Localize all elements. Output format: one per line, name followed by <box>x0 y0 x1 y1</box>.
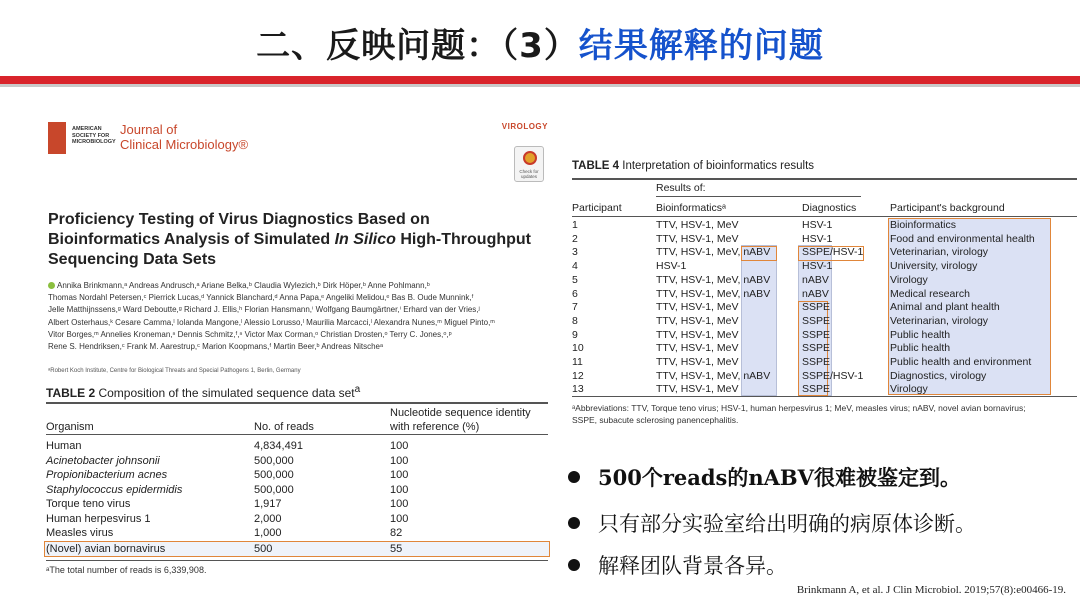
journal-logo <box>48 122 248 162</box>
cell-bioinformatics: TTV, HSV-1, MeV <box>656 219 739 231</box>
bullet-dot-icon <box>568 471 580 483</box>
cell-organism: Staphylococcus epidermidis <box>46 483 183 496</box>
paper-title-line2 <box>48 230 558 250</box>
table-row <box>572 315 1077 329</box>
table2-caption-text: Composition of the simulated sequence data set <box>95 386 355 400</box>
author-line <box>48 280 558 292</box>
slide-title <box>0 18 1080 67</box>
key-point <box>566 462 1076 496</box>
table2-top-rule <box>46 402 548 404</box>
table2-caption-label: TABLE 2 <box>46 386 96 400</box>
cell-diagnostics: SSPE/HSV-1 <box>802 246 864 259</box>
cell-identity: 100 <box>390 512 409 525</box>
author-list <box>48 280 558 353</box>
key-point-text: 解释团队背景各异。 <box>598 554 787 578</box>
key-point-text: 500个reads的nABV很难被鉴定到。 <box>598 465 961 490</box>
cell-background: Medical research <box>890 287 970 300</box>
table4-caption-text: Interpretation of bioinformatics results <box>619 160 815 172</box>
bullet-dot-icon <box>568 517 580 529</box>
cell-participant: 8 <box>572 314 578 327</box>
cell-bioinformatics: TTV, HSV-1, MeV <box>656 328 739 341</box>
paper-title <box>48 210 558 270</box>
cell-bioinformatics: TTV, HSV-1, MeV <box>656 356 739 368</box>
cell-participant: 1 <box>572 219 578 231</box>
table2-caption-sup: a <box>354 384 361 395</box>
cell-bioinformatics: TTV, HSV-1, MeV <box>656 314 739 327</box>
cell-diagnostics: HSV-1 <box>802 219 833 231</box>
key-point <box>566 508 1076 542</box>
cell-reads: 500,000 <box>254 483 294 496</box>
table-row <box>46 455 548 470</box>
cell-bioinformatics: TTV, HSV-1, MeV <box>656 232 739 245</box>
author-line: Albert Osterhaus,ᵏ Cesare Camma,ˡ Iolanda Mangone,ˡ Alessio Lorusso,ˡ Maurilia Marcacci,ˡ Alexandra Nunes,ᵐ Miguel Pinto,ᵐ <box>48 317 495 327</box>
table-row <box>572 370 1077 384</box>
cell-diagnostics: HSV-1 <box>802 232 833 245</box>
cell-background: Bioinformatics <box>890 219 956 231</box>
cell-reads: 1,000 <box>254 527 282 539</box>
orcid-icon <box>48 282 55 289</box>
table-row <box>572 356 1077 370</box>
table4-header-rule <box>572 216 1077 217</box>
cell-bioinformatics: TTV, HSV-1, MeV <box>656 301 739 314</box>
journal-name-line2: Clinical Microbiology® <box>120 137 249 152</box>
table4 <box>572 150 1078 440</box>
paper-title-line2a: Bioinformatics Analysis of Simulated <box>48 231 335 248</box>
table4-header-results-of: Results of: <box>656 182 706 194</box>
table-row <box>572 329 1077 343</box>
table2-header-rule <box>46 434 548 435</box>
cell-diagnostics: SSPE <box>802 342 831 355</box>
table4-top-rule <box>572 178 1077 180</box>
check-updates-text: Check for updates <box>519 169 539 179</box>
cell-reads: 1,917 <box>254 498 282 510</box>
cell-diagnostics: SSPE <box>802 383 831 396</box>
cell-bioinformatics: TTV, HSV-1, MeV, nABV <box>656 287 771 300</box>
cell-bioinformatics: TTV, HSV-1, MeV <box>656 342 739 355</box>
table-row <box>46 543 548 558</box>
publisher-name: AMERICAN SOCIETY FOR MICROBIOLOGY <box>72 126 116 145</box>
journal-name <box>120 122 248 152</box>
cell-background: Veterinarian, virology <box>890 246 989 259</box>
table2-header-identity-2: with reference (%) <box>390 421 480 433</box>
cell-participant: 4 <box>572 260 578 273</box>
cell-diagnostics: SSPE/HSV-1 <box>802 369 864 382</box>
author-line: Thomas Nordahl Petersen,ᶜ Pierrick Lucas,ᵈ Yannick Blanchard,ᵈ Anna Papa,ᵉ Angeliki Melidou,ᵉ Bas B. Oude Munnink,ᶠ <box>48 293 474 303</box>
paper-title-line1: Proficiency Testing of Virus Diagnostics Based on <box>48 211 430 228</box>
table2-header-organism: Organism <box>46 421 94 433</box>
table4-caption-label: TABLE 4 <box>572 160 620 172</box>
table-row <box>572 246 1077 260</box>
cell-organism: Acinetobacter johnsonii <box>46 454 160 467</box>
table-row <box>572 288 1077 302</box>
cell-organism: Human <box>46 440 82 452</box>
cell-organism: Propionibacterium acnes <box>46 469 168 481</box>
cell-diagnostics: SSPE <box>802 314 831 327</box>
author-line: Jelle Matthijnssens,ᵍ Ward Deboutte,ᵍ Richard J. Ellis,ʰ Florian Hansmann,ⁱ Wolfgang Baumgärtner,ⁱ Erhard van der Vries,ʲ <box>48 305 480 315</box>
cell-background: Animal and plant health <box>890 301 1000 314</box>
table2-bottom-rule <box>46 560 548 561</box>
table4-header-participant: Participant <box>572 202 622 214</box>
citation: Brinkmann A, et al. J Clin Microbiol. 2019;57(8):e00466-19. <box>796 584 1066 596</box>
slide-title-highlight: 结果解释的问题 <box>578 26 824 66</box>
table4-header-diagnostics: Diagnostics <box>802 202 857 214</box>
table-row <box>46 498 548 513</box>
table2-header-reads: No. of reads <box>254 421 314 433</box>
table-row <box>572 342 1077 356</box>
cell-background: Public health and environment <box>890 356 1032 368</box>
check-updates-icon <box>523 151 537 165</box>
cell-organism: Torque teno virus <box>46 498 131 510</box>
cell-organism: Measles virus <box>46 527 114 539</box>
table-row <box>572 301 1077 315</box>
cell-participant: 6 <box>572 287 578 300</box>
cell-diagnostics: SSPE <box>802 356 831 368</box>
cell-background: University, virology <box>890 260 978 273</box>
cell-bioinformatics: TTV, HSV-1, MeV, nABV <box>656 273 771 286</box>
table2-footnote: ᵃThe total number of reads is 6,339,908. <box>46 565 207 575</box>
table-row <box>572 219 1077 233</box>
table-row <box>572 274 1077 288</box>
cell-reads: 4,834,491 <box>254 440 303 452</box>
journal-name-line1: Journal of <box>120 122 178 137</box>
paper-title-line3: Sequencing Data Sets <box>48 251 217 268</box>
paper-title-line2b: In Silico <box>334 231 396 248</box>
cell-diagnostics: SSPE <box>802 301 831 314</box>
cell-bioinformatics: TTV, HSV-1, MeV <box>656 383 739 396</box>
title-red-divider <box>0 76 1080 84</box>
cell-reads: 500 <box>254 542 273 555</box>
cell-background: Public health <box>890 342 951 355</box>
cell-organism: (Novel) avian bornavirus <box>46 542 166 555</box>
cell-identity: 55 <box>390 542 403 555</box>
cell-background: Food and environmental health <box>890 232 1035 245</box>
affiliation: ᵃRobert Koch Institute, Centre for Biological Threats and Special Pathogens 1, Berlin, Germany <box>48 368 301 374</box>
table4-header-background: Participant's background <box>890 202 1005 214</box>
cell-reads: 500,000 <box>254 469 294 481</box>
table-row <box>572 260 1077 274</box>
cell-bioinformatics: TTV, HSV-1, MeV, nABV <box>656 246 771 259</box>
cell-diagnostics: HSV-1 <box>802 260 833 273</box>
table-row <box>46 513 548 528</box>
key-point <box>566 550 1076 584</box>
cell-identity: 100 <box>390 498 409 510</box>
section-label: VIROLOGY <box>501 122 548 131</box>
asm-logo-icon <box>48 122 66 154</box>
table-row <box>572 233 1077 247</box>
slide-title-prefix: 二、反映问题：（3） <box>256 26 579 66</box>
cell-background: Public health <box>890 328 951 341</box>
cell-reads: 2,000 <box>254 512 282 525</box>
table4-caption <box>572 160 814 172</box>
cell-identity: 100 <box>390 483 409 496</box>
paper-title-line2c: High-Throughput <box>395 231 531 248</box>
cell-participant: 13 <box>572 383 584 396</box>
bullet-dot-icon <box>568 559 580 571</box>
table4-bottom-rule <box>572 396 1077 397</box>
cell-identity: 100 <box>390 469 409 481</box>
paper-excerpt <box>34 112 554 582</box>
cell-bioinformatics: HSV-1 <box>656 260 687 273</box>
cell-organism: Human herpesvirus 1 <box>46 512 151 525</box>
cell-identity: 100 <box>390 454 409 467</box>
cell-bioinformatics: TTV, HSV-1, MeV, nABV <box>656 369 771 382</box>
cell-participant: 11 <box>572 356 583 368</box>
cell-participant: 3 <box>572 246 578 259</box>
table-row <box>46 484 548 499</box>
table-row <box>46 527 548 542</box>
cell-participant: 7 <box>572 301 578 314</box>
table-row <box>46 469 548 484</box>
key-point-text: 只有部分实验室给出明确的病原体诊断。 <box>598 512 976 536</box>
author-line: Rene S. Hendriksen,ᶜ Frank M. Aarestrup,ᶜ Marion Koopmans,ᶠ Martin Beer,ᵇ Andreas Nitscheᵃ <box>48 342 383 352</box>
cell-diagnostics: nABV <box>802 287 829 300</box>
cell-diagnostics: nABV <box>802 273 829 286</box>
cell-participant: 2 <box>572 232 578 245</box>
author-line: Vitor Borges,ᵐ Annelies Kroneman,ⁿ Dennis Schmitz,ᶠ,ⁿ Victor Max Corman,ᵒ Christian Drosten,ᵒ Terry C. Jones,ᵒ,ᵖ <box>48 329 452 339</box>
cell-participant: 5 <box>572 273 578 286</box>
table4-header-bioinformatics: Bioinformaticsᵃ <box>656 202 726 214</box>
table-row <box>46 440 548 455</box>
table2-header-identity-1: Nucleotide sequence identity <box>390 407 531 419</box>
cell-background: Virology <box>890 383 928 396</box>
cell-background: Virology <box>890 273 928 286</box>
cell-participant: 9 <box>572 328 578 341</box>
cell-background: Veterinarian, virology <box>890 314 989 327</box>
cell-background: Diagnostics, virology <box>890 369 987 382</box>
cell-participant: 12 <box>572 369 584 382</box>
cell-reads: 500,000 <box>254 454 294 467</box>
author-line-text: Annika Brinkmann,ᵃ Andreas Andrusch,ᵃ Ariane Belka,ᵇ Claudia Wylezich,ᵇ Dirk Höper,ᵇ Anne Pohlmann,ᵇ <box>57 281 430 290</box>
check-for-updates-badge[interactable] <box>514 146 544 182</box>
title-grey-divider <box>0 84 1080 87</box>
cell-identity: 100 <box>390 440 409 452</box>
table4-footnote: ᵃAbbreviations: TTV, Torque teno virus; HSV-1, human herpesvirus 1; MeV, measles virus; nABV, novel avian bornavirus; SSPE, subacute sclerosing panencephalitis. <box>572 403 1026 425</box>
table4-sub-rule <box>656 196 861 197</box>
table2-caption <box>46 384 360 400</box>
cell-identity: 82 <box>390 527 403 539</box>
cell-diagnostics: SSPE <box>802 328 831 341</box>
cell-participant: 10 <box>572 342 584 355</box>
